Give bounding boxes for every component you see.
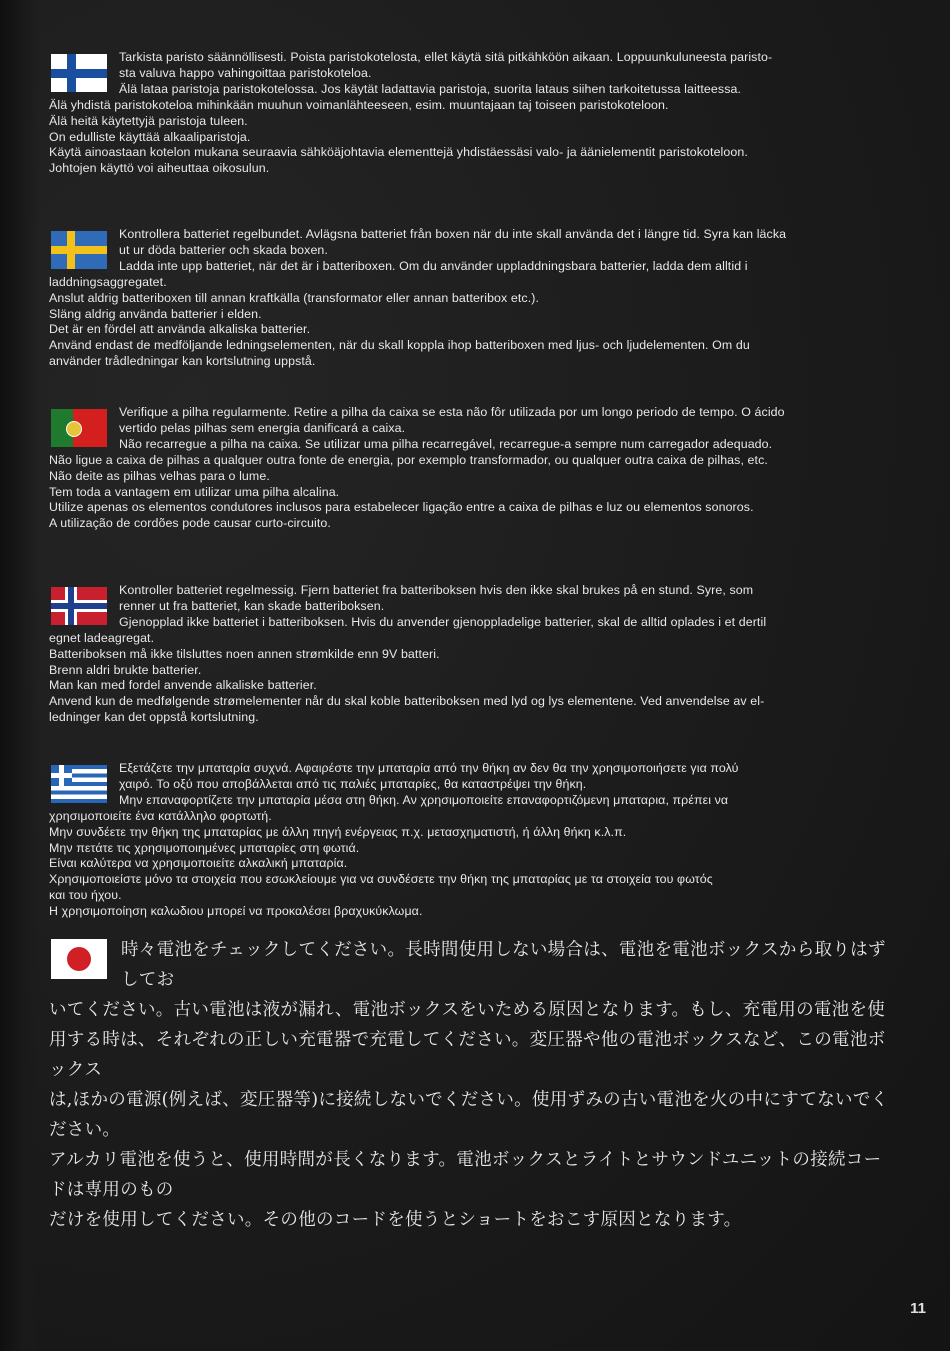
text-line: Det är en fördel att använda alkaliska batterier. <box>49 322 311 337</box>
finland-flag-icon <box>51 54 107 92</box>
japan-flag-icon <box>51 939 107 979</box>
text-line: だけを使用してください。その他のコードを使うとショートをおこす原因となります。 <box>49 1210 742 1230</box>
text-line: Não recarregue a pilha na caixa. Se utilizar uma pilha recarregável, recarregue-a sempre num carregador adequado. <box>119 436 773 451</box>
text-line: Não deite as pilhas velhas para o lume. <box>49 468 270 483</box>
text-line: Χρησιμοποιείστε μόνο τα στοιχεία που εσωκλείουμε για να συνδέσετε την θήκη της μπαταρίας με τα στοιχεία του φωτός <box>49 872 713 887</box>
portugal-flag-icon <box>51 409 107 447</box>
section-swedish <box>49 227 889 370</box>
text-line: Brenn aldri brukte batterier. <box>49 662 202 677</box>
text-line: Ladda inte upp batteriet, när det är i batteriboxen. Om du använder uppladdningsbara batterier, ladda dem alltid i <box>119 258 748 273</box>
text-line: ut ur döda batterier och skada boxen. <box>119 242 328 257</box>
text-line: Não ligue a caixa de pilhas a qualquer outra fonte de energia, por exemplo transformador, ou qualquer outra caixa de pilhas, etc. <box>49 452 768 467</box>
text-line: και του ήχου. <box>49 888 122 903</box>
text-line: On edulliste käyttää alkaaliparistoja. <box>49 129 251 144</box>
text-line: Älä lataa paristoja paristokotelossa. Jos käytät ladattavia paristoja, suorita lataus siihen tarkoitetussa laitteessa. <box>119 81 742 96</box>
text-line: Batteriboksen må ikke tilsluttes noen annen strømkilde enn 9V batteri. <box>49 646 440 661</box>
section-finnish <box>49 50 889 177</box>
text-line: Εξετάζετε την μπαταρία συχνά. Αφαιρέστε την μπαταρία από την θήκη αν δεν θα την χρησιμοποιήσετε για πολύ <box>119 761 739 775</box>
text-line: Μην συνδέετε την θήκη της μπαταρίας με άλλη πηγή ενέργειας π.χ. μετασχηματιστή, ή άλλη θήκη κ.λ.π. <box>49 824 627 839</box>
text-line: Johtojen käyttö voi aiheuttaa oikosulun. <box>49 161 270 176</box>
page-binding-shadow <box>0 0 40 1351</box>
text-line: Kontrollera batteriet regelbundet. Avlägsna batteriet från boxen när du inte skall använda det i längre tid. Syra kan läcka <box>119 227 787 241</box>
text-line: アルカリ電池を使うと、使用時間が長くなります。電池ボックスとライトとサウンドユニットの接続コードは専用のもの <box>49 1150 882 1200</box>
text-line: Anvend kun de medfølgende strømelementer når du skal koble batteriboksen med lyd og lys elementene. Ved anvendelse av el- <box>49 694 765 709</box>
text-line: Anslut aldrig batteriboxen till annan kraftkälla (transformator eller annan batteribox etc.). <box>49 290 540 305</box>
text-line: χαιρό. Το οξύ που αποβάλλεται από τις παλιές μπαταρίες, θα καταστρέψει την θήκη. <box>119 776 587 791</box>
greece-flag-icon <box>51 765 107 803</box>
text-line: Verifique a pilha regularmente. Retire a pilha da caixa se esta não fôr utilizada por um longo periodo de tempo. O ácido <box>119 405 785 419</box>
page-number: 11 <box>910 1300 926 1317</box>
text-line: Gjenopplad ikke batteriet i batteriboksen. Hvis du anvender gjenoppladelige batterier, skal de alltid oplades i et dertil <box>119 614 767 629</box>
text-line: いてください。古い電池は液が漏れ、電池ボックスをいためる原因となります。もし、充電用の電池を使 <box>49 1000 886 1020</box>
text-line: Utilize apenas os elementos condutores inclusos para estabelecer ligação entre a caixa de pilhas e luz ou elementos sonoros. <box>49 500 754 515</box>
text-line: 時々電池をチェックしてください。長時間使用しない場合は、電池を電池ボックスから取りはずしてお <box>121 940 886 990</box>
text-line: は,ほかの電源(例えば、変圧器等)に接続しないでください。使用ずみの古い電池を火の中にすてないでください。 <box>49 1090 889 1140</box>
text-line: Tarkista paristo säännöllisesti. Poista paristokotelosta, ellet käytä sitä pitkähköön aikaan. Loppuunkuluneesta paristo- <box>119 50 773 64</box>
text-line: laddningsaggregatet. <box>49 274 167 289</box>
text-line: 用する時は、それぞれの正しい充電器で充電してください。変圧器や他の電池ボックスなど、この電池ボックス <box>49 1030 886 1080</box>
text-line: Älä heitä käytettyjä paristoja tuleen. <box>49 113 248 128</box>
text-line: Älä yhdistä paristokoteloa mihinkään muuhun voimanlähteeseen, esim. muuntajaan taj toiseen paristokoteloon. <box>49 97 669 112</box>
section-norwegian <box>49 583 889 726</box>
section-japanese <box>49 935 889 1235</box>
text-line: Μην πετάτε τις χρησιμοποιημένες μπαταρίες στη φωτιά. <box>49 840 360 855</box>
text-line: Tem toda a vantagem em utilizar uma pilha alcalina. <box>49 484 340 499</box>
norway-flag-icon <box>51 587 107 625</box>
text-line: egnet ladeagregat. <box>49 630 155 645</box>
text-line: Είναι καλύτερα να χρησιμοποιείτε αλκαλική μπαταρία. <box>49 856 348 871</box>
text-line: Släng aldrig använda batterier i elden. <box>49 306 262 321</box>
text-line: ledninger kan det oppstå kortslutning. <box>49 710 259 725</box>
text-line: χρησιμοποιείτε ένα κατάλληλο φορτωτή. <box>49 808 272 823</box>
section-portuguese <box>49 405 889 532</box>
text-line: renner ut fra batteriet, kan skade batteriboksen. <box>119 598 385 613</box>
text-line: vertido pelas pilhas sem energia danificará a caixa. <box>119 420 406 435</box>
text-line: sta valuva happo vahingoittaa paristokoteloa. <box>119 65 372 80</box>
section-greek <box>49 761 889 920</box>
text-line: A utilização de cordões pode causar curto-circuito. <box>49 516 331 531</box>
text-line: Kontroller batteriet regelmessig. Fjern batteriet fra batteriboksen hvis den ikke skal brukes på en stund. Syre, som <box>119 583 754 597</box>
sweden-flag-icon <box>51 231 107 269</box>
text-line: Käytä ainoastaan kotelon mukana seuraavia sähköäjohtavia elementtejä yhdistäessäsi valo- ja äänielementit paristokoteloon. <box>49 145 748 160</box>
text-line: Man kan med fordel anvende alkaliske batterier. <box>49 678 317 693</box>
text-line: Μην επαναφορτίζετε την μπαταρία μέσα στη θήκη. Αν χρησιμοποιείτε επαναφορτιζόμενη μπαταρια, πρέπει να <box>119 792 729 807</box>
text-line: Η χρησιμοποίηση καλωδιου μπορεί να προκαλέσει βραχυκύκλωμα. <box>49 904 423 919</box>
text-line: Använd endast de medföljande ledningselementen, när du skall koppla ihop batteriboxen med ljus- och ljudelementen. Om du <box>49 338 750 353</box>
text-line: använder trådledningar kan kortslutning uppstå. <box>49 354 316 369</box>
